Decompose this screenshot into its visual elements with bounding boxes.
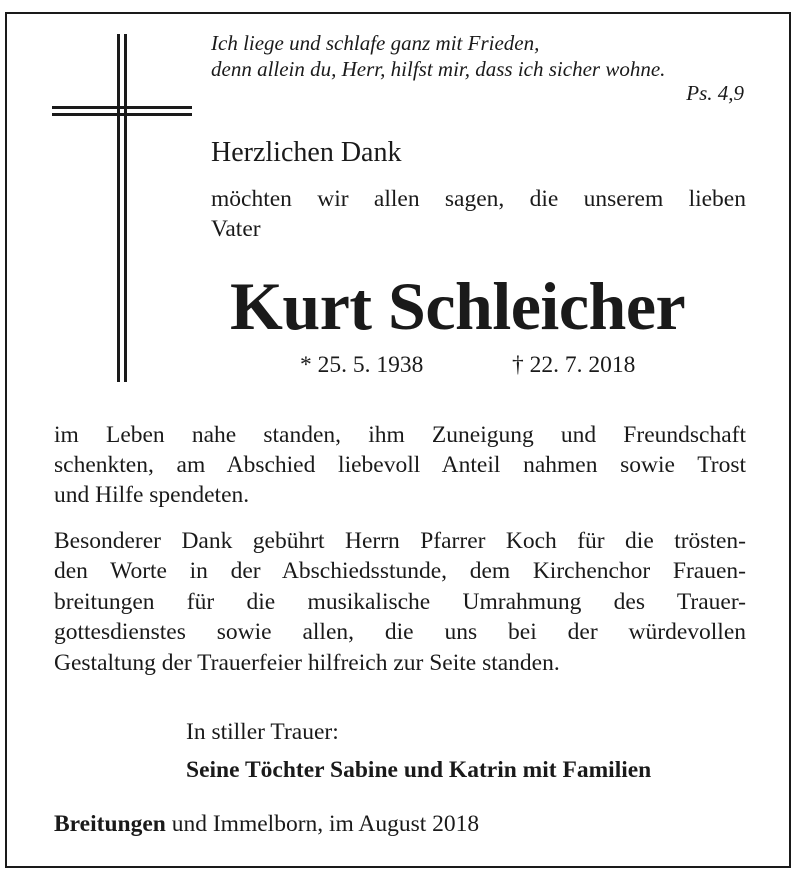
paragraph-2-line-1: Besonderer Dank gebührt Herrn Pfarrer Koch für die trösten- [54,528,746,554]
footer-place-bold: Breitungen [54,811,166,837]
deceased-name: Kurt Schleicher [230,268,686,344]
birth-date: * 25. 5. 1938 [300,352,424,378]
mourning-label: In stiller Trauer: [186,719,339,745]
paragraph-1-line-1: im Leben nahe standen, ihm Zuneigung und Freundschaft [54,422,746,448]
paragraph-1-line-2: schenkten, am Abschied liebevoll Anteil nahmen sowie Trost [54,452,746,478]
verse-line-2: denn allein du, Herr, hilfst mir, dass ich sicher wohne. [211,57,666,81]
verse-reference: Ps. 4,9 [686,81,744,105]
mourning-family: Seine Töchter Sabine und Katrin mit Familien [186,757,652,783]
thanks-heading: Herzlichen Dank [211,137,402,168]
death-date: † 22. 7. 2018 [512,352,636,378]
footer-place [54,809,479,840]
intro-line-1: möchten wir allen sagen, die unserem lieben [211,186,746,212]
paragraph-2-line-4: gottesdienstes sowie allen, die uns bei der würdevollen [54,619,746,645]
paragraph-2-line-3: breitungen für die musikalische Umrahmung des Trauer- [54,589,746,615]
footer-place-rest: und Immelborn, im August 2018 [171,811,480,837]
paragraph-2-line-2: den Worte in der Abschiedsstunde, dem Kirchenchor Frauen- [54,558,746,584]
verse-line-1: Ich liege und schlafe ganz mit Frieden, [211,31,540,55]
paragraph-2-line-5: Gestaltung der Trauerfeier hilfreich zur Seite standen. [54,650,560,676]
intro-line-2: Vater [211,216,261,242]
paragraph-1-line-3: und Hilfe spendeten. [54,482,250,508]
